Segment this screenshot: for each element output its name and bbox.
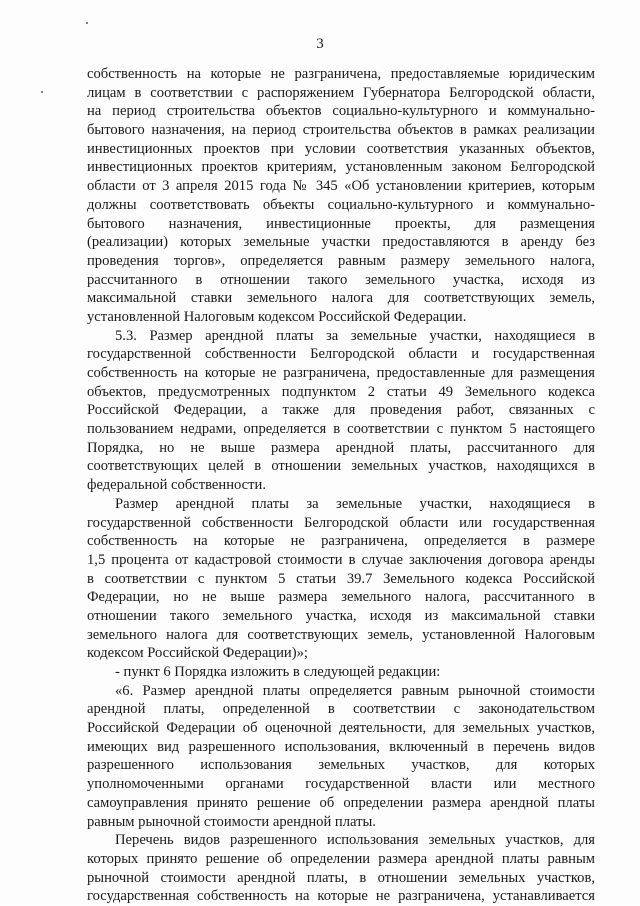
document-body — [87, 65, 595, 906]
text-line: самоуправления принято решение об определении размера арендной платы — [87, 794, 595, 811]
text-line: должны соответствовать объекты социально-культурного и коммунально- — [87, 196, 595, 213]
text-line: бытового назначения, инвестиционные проекты, для размещения — [87, 215, 595, 232]
text-line: равным рыночной стоимости арендной платы. — [87, 813, 376, 830]
text-line: земельного налога для соответствующих земель, установленной Налоговым — [87, 626, 595, 643]
text-line: пользованием недрами, определяется в соответствии с пунктом 5 настоящего — [87, 421, 595, 438]
text-line: уполномоченными органами государственной власти или местного — [87, 776, 595, 793]
text-line: арендной платы, определенной в соответствии с законодательством — [87, 701, 595, 718]
text-line: рассчитанного в отношении такого земельного участка, исходя из — [87, 271, 595, 288]
text-line: на период строительства объектов социально-культурного и коммунально- — [87, 103, 595, 120]
text-line: лицам в соответствии с распоряжением Губернатора Белгородской области, — [87, 84, 595, 101]
text-line: установленной Налоговым кодексом Российской Федерации. — [87, 308, 467, 325]
text-line: собственность на которые не разграничена, предоставленные для размещения — [87, 365, 595, 381]
text-line: Перечень видов разрешенного использования земельных участков, для — [115, 832, 595, 849]
text-line: 1,5 процента от кадастровой стоимости в случае заключения договора аренды — [87, 551, 595, 568]
text-line: 5.3. Размер арендной платы за земельные участки, находящиеся в — [115, 327, 595, 344]
text-line: области от 3 апреля 2015 года № 345 «Об установлении критериев, которым — [87, 178, 595, 195]
text-line: Федерации, но не выше размера земельного налога, рассчитанного в — [87, 589, 595, 606]
text-line: собственность на которые не разграничена, предоставляемые юридическим — [87, 66, 595, 82]
text-line: (реализации) которых земельные участки предоставляются в аренду без — [87, 234, 595, 251]
text-line: имеющих вид разрешенного использования, включенный в перечень видов — [87, 738, 595, 755]
text-line: отношении такого земельного участка, исходя из максимальной ставки — [87, 607, 595, 624]
page-number: 3 — [316, 36, 324, 52]
text-line: рыночной стоимости арендной платы, в отношении земельных участков, — [87, 869, 595, 886]
text-line: Порядка, но не выше размера арендной платы, рассчитанного для — [87, 439, 595, 456]
text-line: инвестиционных проектов критериям, установленным законом Белгородской — [87, 159, 595, 176]
text-line: максимальной ставки земельного налога для соответствующих земель, — [87, 290, 595, 307]
text-line: Размер арендной платы за земельные участки, находящиеся в — [115, 495, 595, 512]
text-line: государственной собственности Белгородской области или государственная — [87, 514, 595, 531]
text-line: - пункт 6 Порядка изложить в следующей редакции: — [115, 664, 441, 680]
scan-speck — [86, 22, 88, 24]
text-line: соответствующих целей в отношении земельных участков, находящихся в — [87, 458, 595, 475]
text-line: Российской Федерации об оценочной деятельности, для земельных участков, — [87, 720, 595, 737]
text-line: федеральной собственности. — [87, 477, 266, 494]
scan-speck — [41, 91, 43, 93]
text-line: собственность на которые не разграничена, определяется в размере — [87, 533, 595, 550]
text-line: бытового назначения, на период строительства объектов в рамках реализации — [87, 122, 595, 139]
text-line: «6. Размер арендной платы определяется равным рыночной стоимости — [115, 682, 595, 699]
text-line: разрешенного использования земельных участков, для которых — [87, 757, 595, 774]
text-line: государственная собственность на которые не разграничена, устанавливается — [87, 888, 595, 905]
text-line: проведения торгов», определяется равным размеру земельного налога, — [87, 252, 595, 269]
text-line: объектов, предусмотренных подпунктом 2 статьи 49 Земельного кодекса — [87, 383, 595, 400]
text-line: Российской Федерации, а также для проведения работ, связанных с — [87, 402, 595, 419]
text-line: государственной собственности Белгородской области и государственная — [87, 346, 595, 363]
text-line: которых принято решение об определении размера арендной платы равным — [87, 850, 595, 867]
text-line: инвестиционных проектов при условии соответствия указанных объектов, — [87, 140, 595, 157]
text-line: в соответствии с пунктом 5 статьи 39.7 Земельного кодекса Российской — [87, 570, 595, 587]
text-line: кодексом Российской Федерации)»; — [87, 645, 308, 662]
